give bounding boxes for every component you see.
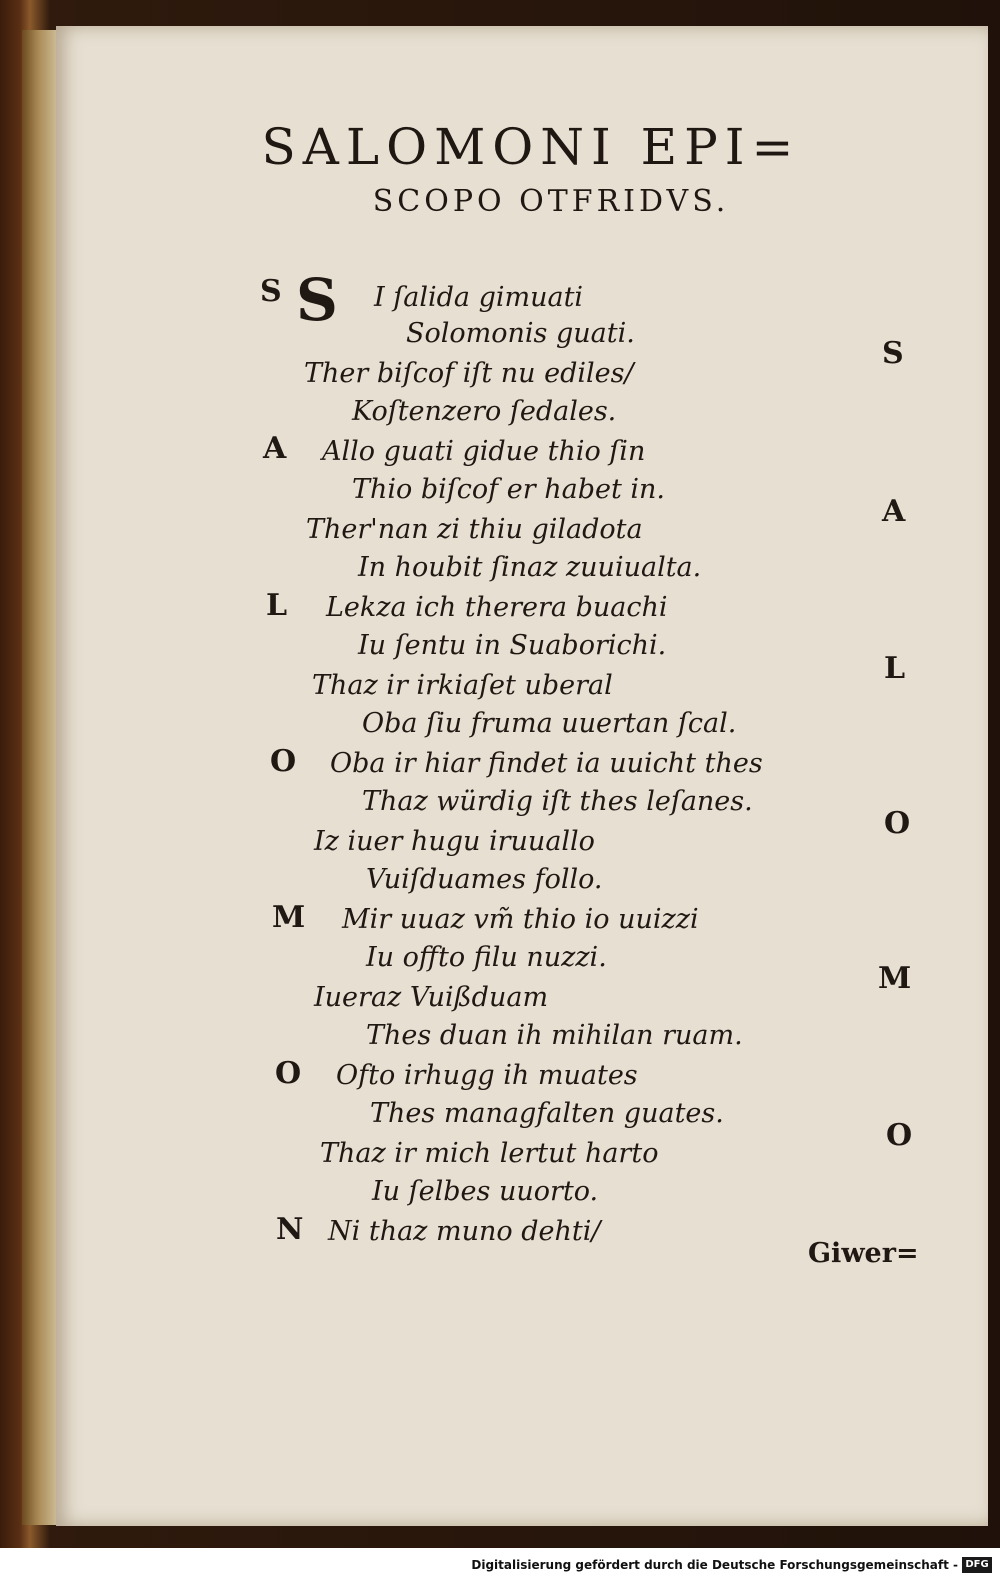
- verse-line: Thaz würdig iſt thes leſanes.: [362, 786, 753, 817]
- acrostic-right-letter: O: [884, 806, 911, 841]
- catchword: Giwer=: [808, 1238, 919, 1269]
- verse-line: Thio biſcof er habet in.: [352, 474, 665, 505]
- acrostic-left-letter: O: [275, 1056, 302, 1091]
- acrostic-left-letter: A: [263, 431, 287, 466]
- verse-line: Thaz ir mich lertut harto: [320, 1138, 659, 1169]
- verse-line: Ther'nan zi thiu giladota: [306, 514, 643, 545]
- verse-line: Oba ſiu fruma uuertan ſcal.: [362, 708, 737, 739]
- acrostic-left-letter: N: [276, 1212, 304, 1247]
- funding-notice: Digitalisierung gefördert durch die Deutsche Forschungsgemeinschaft -: [471, 1558, 958, 1572]
- acrostic-left-letter: S: [260, 274, 282, 309]
- acrostic-right-letter: L: [884, 651, 906, 686]
- verse-line: Lekza ich therera buachi: [326, 592, 668, 623]
- dfg-logo: DFG: [962, 1557, 992, 1573]
- acrostic-right-letter: S: [882, 336, 904, 371]
- acrostic-left-letter: M: [272, 900, 306, 935]
- verse-line: Ni thaz muno dehti/: [328, 1216, 601, 1247]
- drop-cap-initial: S: [296, 266, 338, 334]
- verse-line: I ſalida gimuati: [374, 282, 584, 313]
- verse-line: Vuiſduames follo.: [366, 864, 603, 895]
- verse-line: Allo guati gidue thio ſin: [322, 436, 646, 467]
- verse-line: Iueraz Vuißduam: [314, 982, 549, 1013]
- acrostic-left-letter: O: [270, 744, 297, 779]
- verse-line: In houbit ſinaz zuuiualta.: [358, 552, 702, 583]
- footer-bar: [0, 1548, 1000, 1582]
- acrostic-right-letter: M: [878, 961, 912, 996]
- verse-line: Iz iuer hugu iruuallo: [314, 826, 595, 857]
- acrostic-right-letter: A: [882, 494, 906, 529]
- verse-line: Mir uuaz vm̃ thio io uuizzi: [342, 904, 699, 935]
- verse-line: Ofto irhugg ih muates: [336, 1060, 638, 1091]
- verse-line: Thes duan ih mihilan ruam.: [366, 1020, 743, 1051]
- verse-line: Solomonis guati.: [406, 318, 635, 349]
- verse-line: Iu ſelbes uuorto.: [372, 1176, 599, 1207]
- acrostic-right-letter: O: [886, 1118, 913, 1153]
- verse-line: Ther biſcof iſt nu ediles/: [304, 358, 634, 389]
- heading-line-2: SCOPO OTFRIDVS.: [372, 184, 730, 219]
- verse-line: Iu ſentu in Suaborichi.: [358, 630, 667, 661]
- verse-line: Koſtenzero ſedales.: [352, 396, 617, 427]
- verse-line: Oba ir hiar findet ia uuicht thes: [330, 748, 763, 779]
- acrostic-left-letter: L: [266, 588, 288, 623]
- book-page: [56, 26, 988, 1526]
- verse-line: Thaz ir irkiaſet uberal: [312, 670, 613, 701]
- heading-line-1: SALOMONI EPI=: [261, 118, 801, 176]
- verse-line: Thes managfalten guates.: [370, 1098, 724, 1129]
- verse-line: Iu offto filu nuzzi.: [366, 942, 607, 973]
